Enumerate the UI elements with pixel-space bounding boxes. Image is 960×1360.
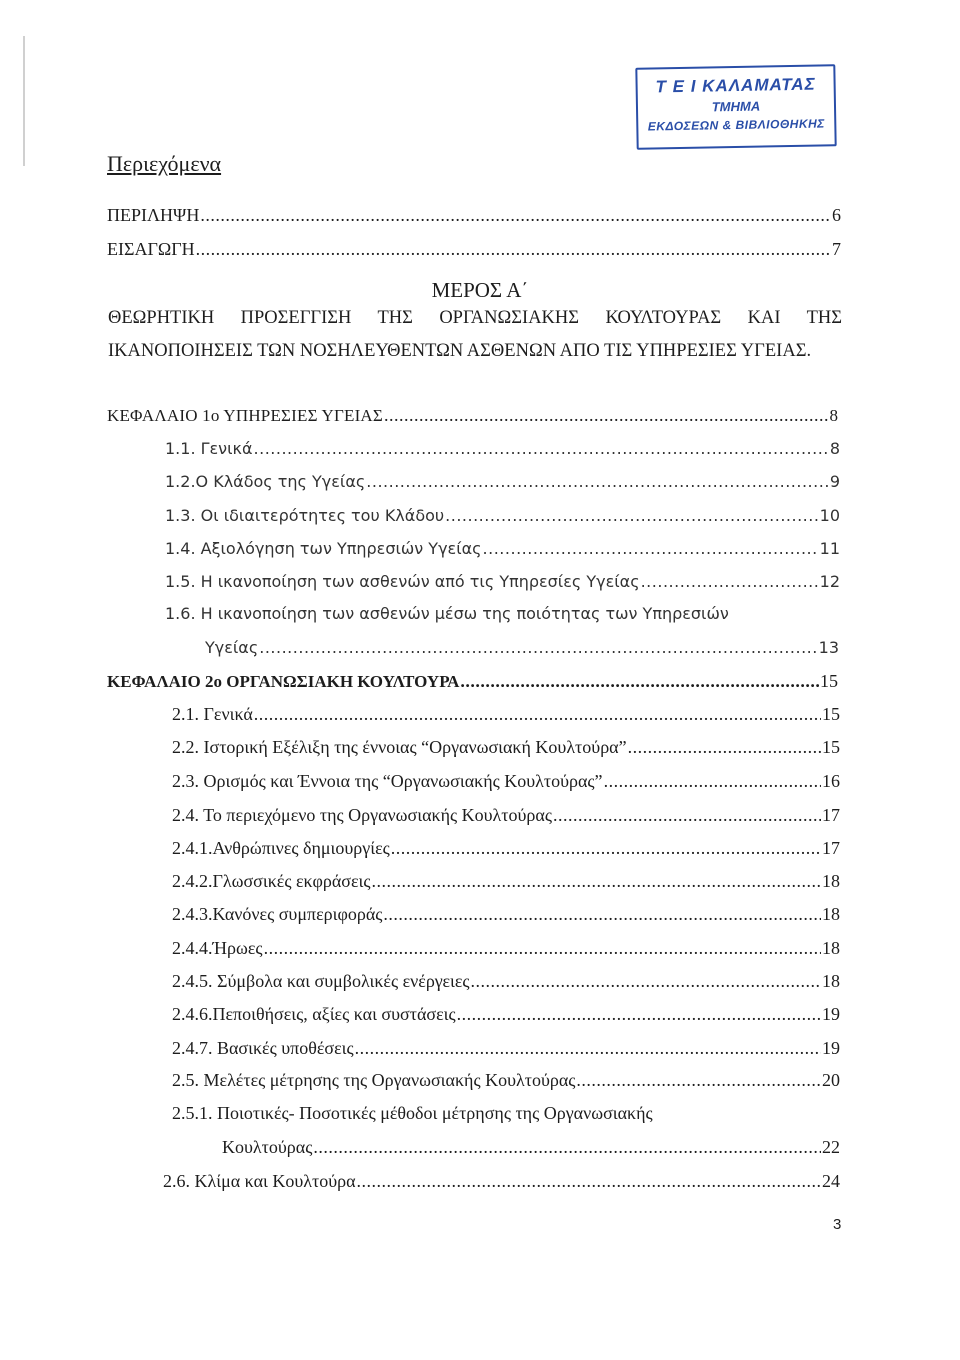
toc-entry-1-1[interactable] — [165, 439, 840, 458]
toc-entry-label: Κουλτούρας — [222, 1137, 313, 1157]
toc-entry-page: 17 — [822, 838, 840, 858]
part-subtitle: ΘΕΩΡΗΤΙΚΗ ΠΡΟΣΕΓΓΙΣΗ ΤΗΣ ΟΡΓΑΝΩΣΙΑΚΗΣ ΚΟΥΛΤΟΥΡΑΣ ΚΑΙ ΤΗΣ ΙΚΑΝΟΠΟΙΗΣΕΙΣ ΤΩΝ ΝΟΣΗΛΕΥΘΕΝΤΩΝ ΑΣΘΕΝΩΝ ΑΠΟ ΤΙΣ ΥΠΗΡΕΣΙΕΣ ΥΓΕΙΑΣ. — [108, 308, 842, 361]
toc-entry-1-6[interactable] — [205, 638, 839, 657]
toc-entry-label: ΚΕΦΑΛΑΙΟ 1ο ΥΠΗΡΕΣΙΕΣ ΥΓΕΙΑΣ — [107, 406, 384, 425]
toc-entry-page: 18 — [822, 904, 840, 924]
leader-dots — [372, 871, 822, 892]
toc-entry-page: 10 — [819, 506, 840, 525]
leader-dots — [196, 239, 831, 260]
leader-dots — [355, 1038, 821, 1059]
toc-entry-label: 2.4.5. Σύμβολα και συμβολικές ενέργειες — [172, 971, 470, 991]
toc-entry-page: 15 — [820, 671, 838, 691]
toc-entry-label: 2.3. Ορισμός και Έννοια της “Οργανωσιακής Κουλτούρας” — [172, 771, 603, 791]
toc-entry-label: 2.4.3.Κανόνες συμπεριφοράς — [172, 904, 383, 924]
stamp-line-1: Τ Ε Ι ΚΑΛΑΜΑΤΑΣ — [655, 74, 816, 97]
toc-entry-page: 18 — [822, 971, 840, 991]
leader-dots — [264, 938, 821, 959]
toc-entry-page: 6 — [832, 205, 841, 225]
toc-entry-page: 17 — [822, 805, 840, 825]
toc-entry-page: 16 — [822, 771, 840, 791]
toc-entry-label: 2.4.2.Γλωσσικές εκφράσεις — [172, 871, 371, 891]
toc-entry-2-4-3[interactable] — [172, 904, 840, 925]
toc-entry-2-4-1[interactable] — [172, 838, 840, 859]
stamp-line-3: ΕΚΔΟΣΕΩΝ & ΒΙΒΛΙΟΘΗΚΗΣ — [647, 116, 825, 134]
toc-entry-label: 1.1. Γενικά — [165, 439, 253, 458]
leader-dots — [628, 737, 821, 758]
toc-entry-label: Υγείας — [205, 638, 259, 657]
leader-dots — [445, 506, 818, 525]
leader-dots — [259, 638, 817, 657]
leader-dots — [254, 704, 821, 725]
toc-entry-2-5-1[interactable] — [222, 1137, 840, 1158]
leader-dots — [471, 971, 821, 992]
toc-entry-2-4-4[interactable] — [172, 938, 840, 959]
toc-entry-label: ΚΕΦΑΛΑΙΟ 2ο ΟΡΓΑΝΩΣΙΑΚΗ ΚΟΥΛΤΟΥΡΑ — [107, 672, 460, 691]
toc-entry-label: 1.3. Οι ιδιαιτερότητες του Κλάδου — [165, 506, 445, 525]
toc-entry-2-4-2[interactable] — [172, 871, 840, 892]
leader-dots — [357, 1171, 821, 1192]
toc-entry-page: 8 — [829, 406, 838, 425]
toc-entry-page: 9 — [829, 472, 840, 491]
toc-entry-page: 8 — [829, 439, 840, 458]
toc-entry-label: ΕΙΣΑΓΩΓΗ — [107, 239, 195, 259]
toc-entry-page: 13 — [818, 638, 839, 657]
part-heading: ΜΕΡΟΣ Α΄ — [431, 278, 529, 302]
toc-entry-page: 19 — [822, 1038, 840, 1058]
toc-entry-2-5-1-line-1[interactable]: 2.5.1. Ποιοτικές- Ποσοτικές μέθοδοι μέτρησης της Οργανωσιακής — [172, 1103, 653, 1123]
toc-entry-1-2[interactable] — [165, 472, 840, 491]
toc-entry-page: 18 — [822, 871, 840, 891]
toc-entry-1-6-line-1[interactable]: 1.6. Η ικανοποίηση των ασθενών μέσω της ποιότητας των Υπηρεσιών — [165, 604, 729, 623]
toc-entry-2-4-7[interactable] — [172, 1038, 840, 1059]
toc-entry-2-2[interactable] — [172, 737, 840, 758]
toc-entry-label: ΠΕΡΙΛΗΨΗ — [107, 205, 200, 225]
leader-dots — [200, 205, 831, 226]
library-stamp — [635, 64, 836, 149]
toc-entry-page: 24 — [822, 1171, 840, 1191]
leader-dots — [641, 572, 819, 591]
toc-entry-2-4-5[interactable] — [172, 971, 840, 992]
toc-entry-page: 7 — [832, 239, 841, 259]
toc-entry-chapter-1[interactable] — [107, 405, 838, 426]
toc-entry-label: 2.4.6.Πεποιθήσεις, αξίες και συστάσεις — [172, 1004, 456, 1024]
toc-entry-label: 2.6. Κλίμα και Κουλτούρα — [163, 1171, 356, 1191]
toc-entry-introduction[interactable] — [107, 239, 841, 260]
toc-entry-label: 2.5. Μελέτες μέτρησης της Οργανωσιακής Κουλτούρας — [172, 1070, 576, 1090]
toc-entry-page: 20 — [822, 1070, 840, 1090]
toc-entry-2-4[interactable] — [172, 805, 840, 826]
scan-margin-line — [23, 36, 25, 166]
toc-entry-1-3[interactable] — [165, 506, 840, 525]
leader-dots — [313, 1137, 821, 1158]
toc-entry-page: 11 — [819, 539, 840, 558]
toc-entry-2-3[interactable] — [172, 771, 840, 792]
toc-entry-1-4[interactable] — [165, 539, 840, 558]
toc-title: Περιεχόμενα — [107, 151, 222, 176]
leader-dots — [254, 439, 829, 458]
toc-entry-1-5[interactable] — [165, 572, 840, 591]
leader-dots — [576, 1070, 821, 1091]
toc-entry-2-6[interactable] — [163, 1171, 840, 1192]
toc-entry-page: 18 — [822, 938, 840, 958]
leader-dots — [553, 805, 821, 826]
toc-entry-page: 12 — [819, 572, 840, 591]
leader-dots — [383, 904, 821, 925]
leader-dots — [457, 1004, 821, 1025]
toc-entry-label: 2.1. Γενικά — [172, 704, 253, 724]
toc-entry-label: 2.4.1.Ανθρώπινες δημιουργίες — [172, 838, 390, 858]
toc-entry-page: 19 — [822, 1004, 840, 1024]
toc-entry-label: 1.2.Ο Κλάδος της Υγείας — [165, 472, 366, 491]
toc-entry-label: 2.4.7. Βασικές υποθέσεις — [172, 1038, 354, 1058]
toc-entry-label: 2.4. Το περιεχόμενο της Οργανωσιακής Κουλτούρας — [172, 805, 552, 825]
leader-dots — [391, 838, 821, 859]
leader-dots — [384, 405, 828, 426]
toc-entry-page: 22 — [822, 1137, 840, 1157]
toc-entry-summary[interactable] — [107, 205, 841, 226]
leader-dots — [366, 472, 829, 491]
page-number: 3 — [833, 1216, 842, 1233]
leader-dots — [604, 771, 821, 792]
toc-entry-2-4-6[interactable] — [172, 1004, 840, 1025]
toc-entry-2-1[interactable] — [172, 704, 840, 725]
toc-entry-label: 1.4. Αξιολόγηση των Υπηρεσιών Υγείας — [165, 539, 482, 558]
toc-entry-page: 15 — [822, 737, 840, 757]
toc-entry-chapter-2[interactable] — [107, 671, 838, 692]
toc-entry-label: 2.4.4.Ήρωες — [172, 938, 263, 958]
stamp-line-2: ΤΜΗΜΑ — [711, 98, 761, 115]
leader-dots — [483, 539, 819, 558]
leader-dots — [460, 671, 819, 692]
toc-entry-2-5[interactable] — [172, 1070, 840, 1091]
toc-entry-label: 2.2. Ιστορική Εξέλιξη της έννοιας “Οργανωσιακή Κουλτούρα” — [172, 737, 627, 757]
toc-entry-label: 1.5. Η ικανοποίηση των ασθενών από τις Υπηρεσίες Υγείας — [165, 572, 640, 591]
toc-entry-page: 15 — [822, 704, 840, 724]
